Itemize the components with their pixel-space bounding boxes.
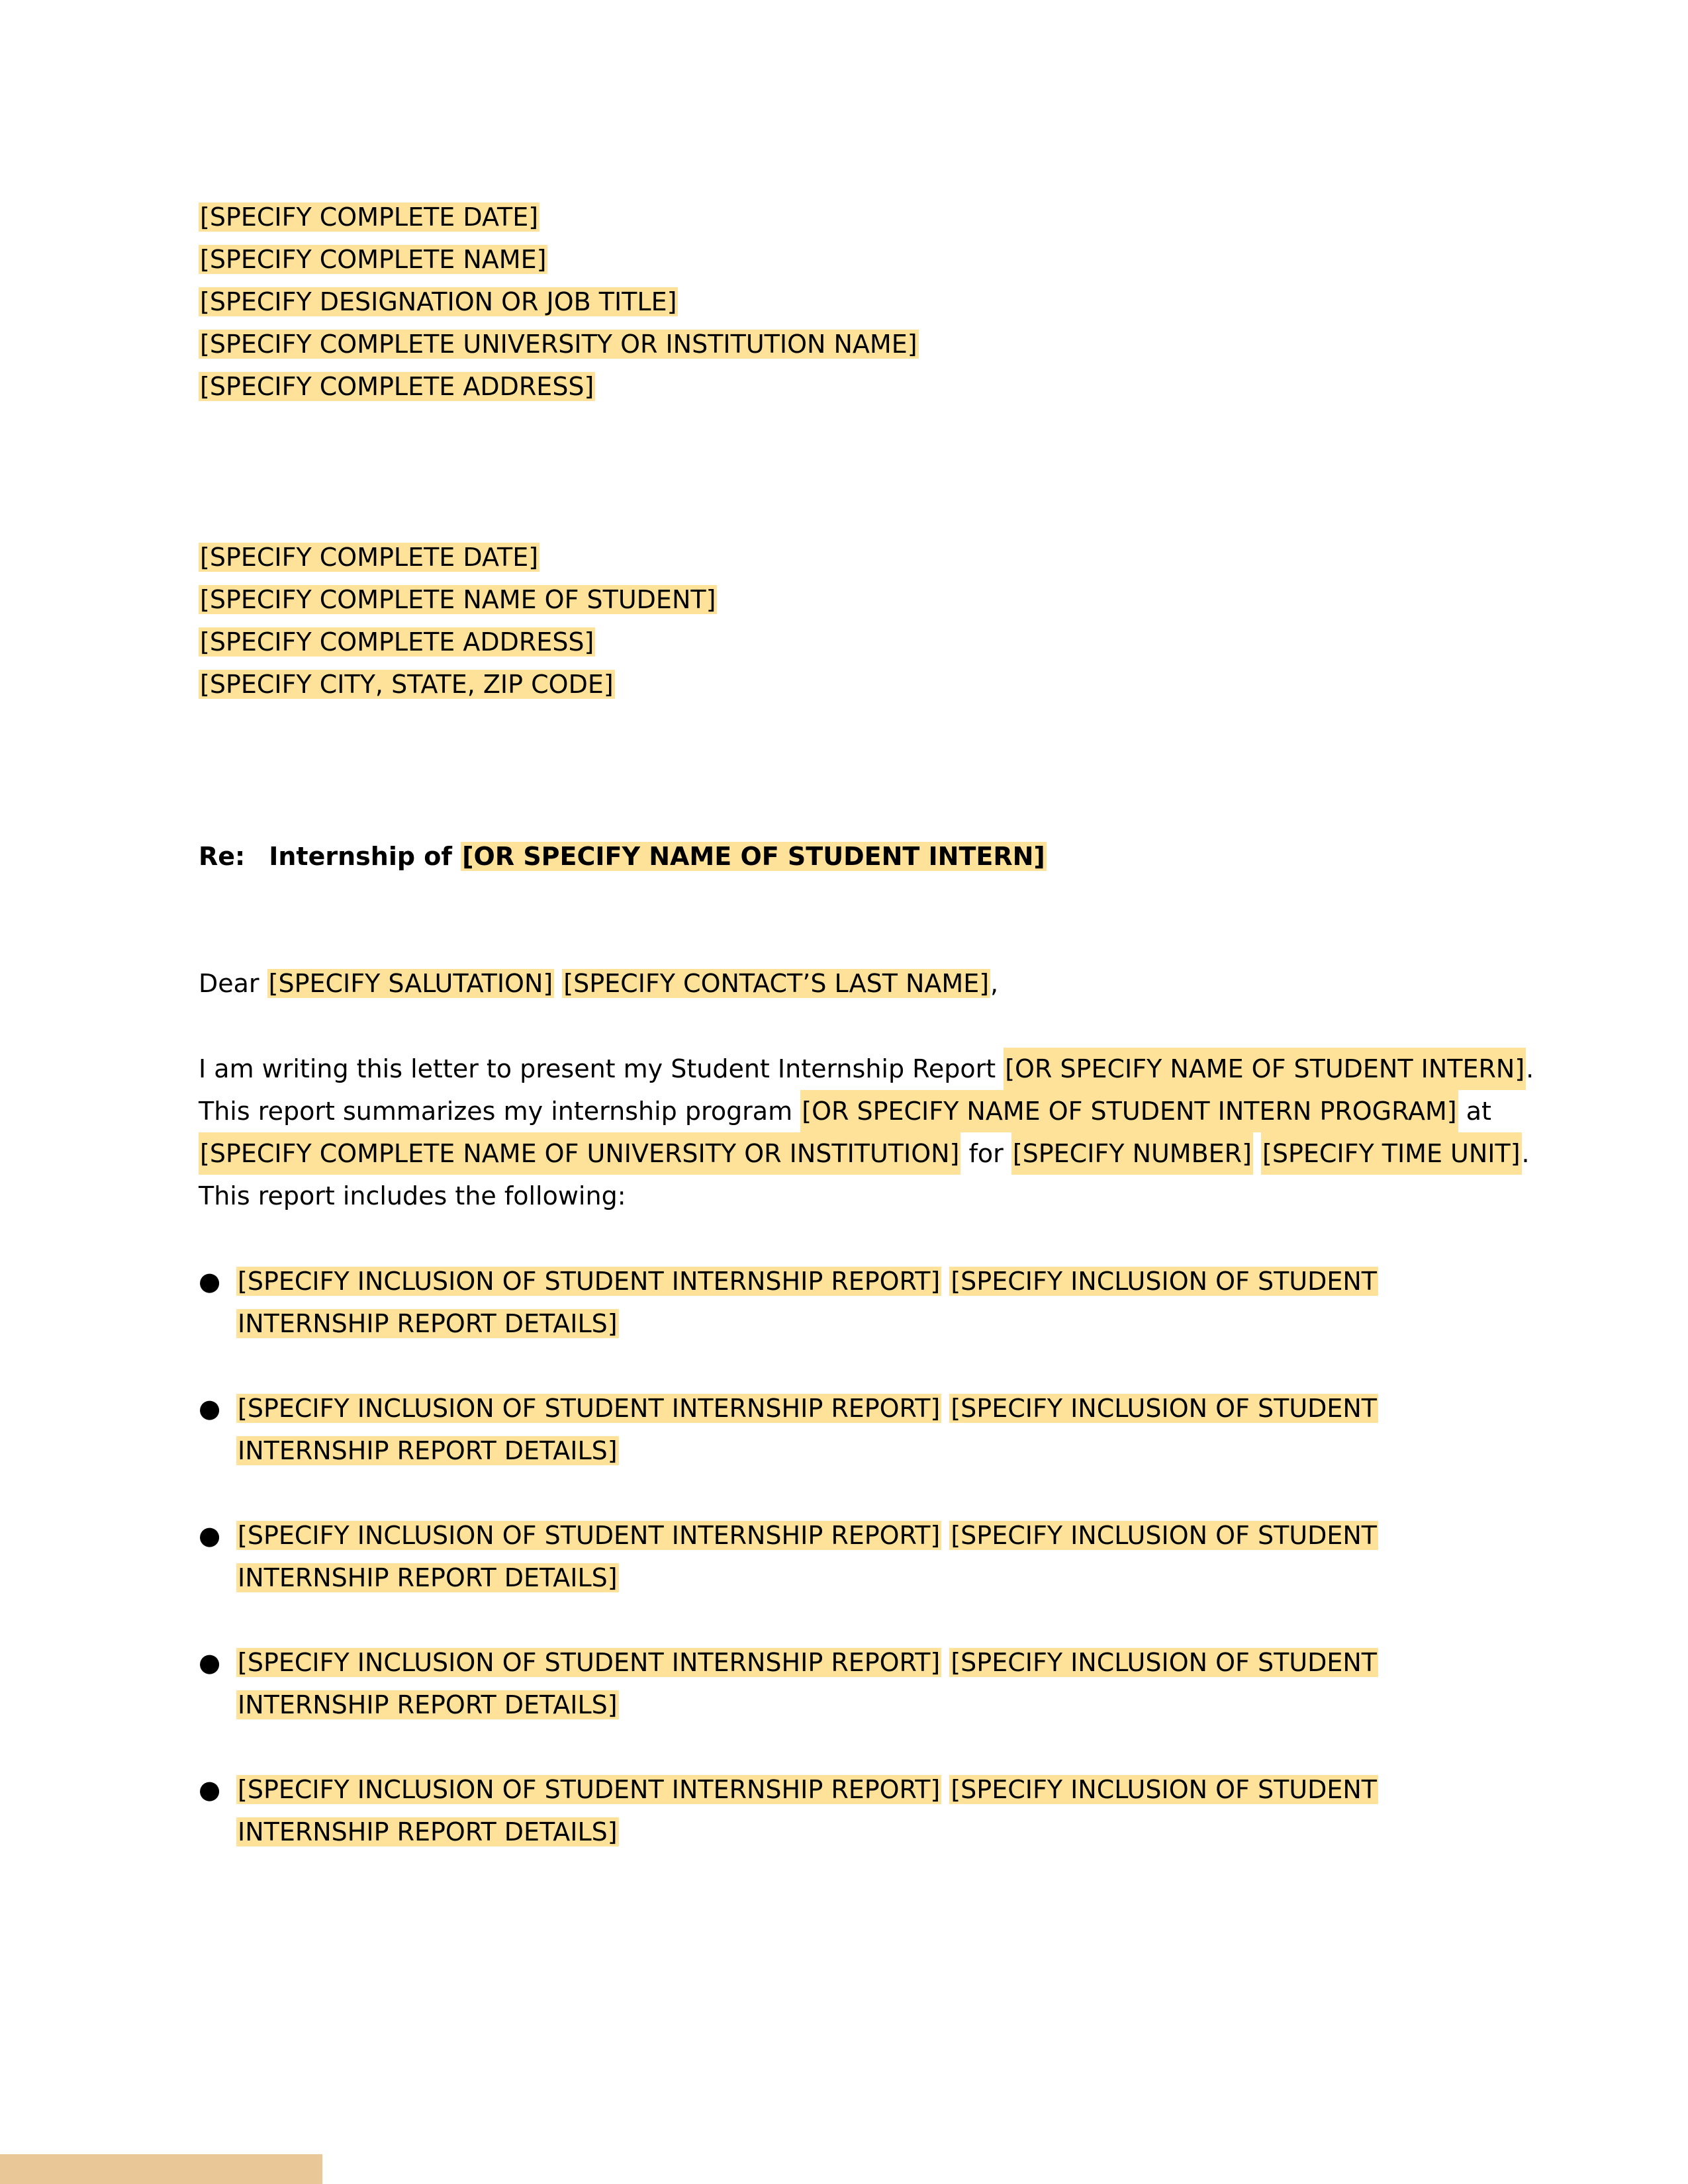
salutation-last-name-field: [SPECIFY CONTACT’S LAST NAME] bbox=[563, 969, 990, 998]
body-word: summarizes bbox=[342, 1097, 496, 1126]
sender-title-line bbox=[199, 281, 919, 323]
list-item-line-2 bbox=[236, 1302, 1421, 1345]
inclusion-field: [SPECIFY INCLUSION OF STUDENT INTERNSHIP REPORT] bbox=[238, 1521, 941, 1550]
body-word: internship bbox=[551, 1097, 677, 1126]
list-item bbox=[199, 1514, 1421, 1599]
list-item-text bbox=[236, 1260, 1421, 1345]
bullet-icon: ● bbox=[199, 1394, 221, 1423]
recipient-name-field: [SPECIFY COMPLETE NAME OF STUDENT] bbox=[200, 585, 716, 614]
list-item-line-1 bbox=[236, 1260, 1421, 1302]
recipient-date-line bbox=[199, 536, 717, 578]
sender-address-line bbox=[199, 365, 919, 408]
recipient-name-line bbox=[199, 578, 717, 621]
subject-prefix: Internship of bbox=[269, 842, 461, 871]
body-line-2 bbox=[199, 1090, 1491, 1132]
bullet-icon: ● bbox=[199, 1775, 221, 1804]
list-item-line-2 bbox=[236, 1811, 1421, 1853]
recipient-address-line bbox=[199, 621, 717, 663]
salutation-title-field: [SPECIFY SALUTATION] bbox=[268, 969, 553, 998]
body-line-3-for: for bbox=[961, 1139, 1011, 1168]
inclusion-details-field: [SPECIFY INCLUSION OF STUDENT bbox=[951, 1775, 1378, 1804]
body-word: at bbox=[1466, 1097, 1491, 1126]
sender-name-line bbox=[199, 238, 919, 281]
body-line-3-end: . bbox=[1521, 1139, 1530, 1168]
inclusion-details-field-cont: INTERNSHIP REPORT DETAILS] bbox=[238, 1817, 618, 1846]
body-line-3 bbox=[199, 1132, 1530, 1175]
body-word: This bbox=[199, 1097, 250, 1126]
body-line-4 bbox=[199, 1175, 1491, 1217]
inclusion-field: [SPECIFY INCLUSION OF STUDENT INTERNSHIP REPORT] bbox=[238, 1648, 941, 1677]
list-item bbox=[199, 1641, 1421, 1726]
sender-institution-field: [SPECIFY COMPLETE UNIVERSITY OR INSTITUTION NAME] bbox=[200, 330, 917, 359]
body-intern-program-field: [OR SPECIFY NAME OF STUDENT INTERN PROGRAM] bbox=[800, 1090, 1458, 1132]
inclusion-field: [SPECIFY INCLUSION OF STUDENT INTERNSHIP REPORT] bbox=[238, 1775, 941, 1804]
inclusion-details-field: [SPECIFY INCLUSION OF STUDENT bbox=[951, 1267, 1378, 1296]
body-paragraph bbox=[199, 1048, 1534, 1217]
sender-institution-line bbox=[199, 323, 919, 365]
inclusion-details-field-cont: INTERNSHIP REPORT DETAILS] bbox=[238, 1436, 618, 1465]
recipient-date-field: [SPECIFY COMPLETE DATE] bbox=[200, 543, 539, 572]
body-number-field: [SPECIFY NUMBER] bbox=[1011, 1132, 1253, 1175]
body-line-1-end: . bbox=[1526, 1054, 1534, 1083]
list-item-line-2 bbox=[236, 1684, 1421, 1726]
body-word: my bbox=[503, 1097, 543, 1126]
sender-date-field: [SPECIFY COMPLETE DATE] bbox=[200, 203, 539, 232]
recipient-address-field: [SPECIFY COMPLETE ADDRESS] bbox=[200, 627, 594, 657]
body-line-1-text: I am writing this letter to present my Student Internship Report bbox=[199, 1054, 1004, 1083]
subject-label: Re: bbox=[199, 842, 246, 871]
list-item-line-1 bbox=[236, 1768, 1421, 1811]
salutation-suffix: , bbox=[990, 969, 999, 998]
body-institution-field: [SPECIFY COMPLETE NAME OF UNIVERSITY OR INSTITUTION] bbox=[199, 1132, 961, 1175]
subject-intern-name-field: [OR SPECIFY NAME OF STUDENT INTERN] bbox=[462, 842, 1045, 871]
bullet-icon: ● bbox=[199, 1648, 221, 1677]
subject-line bbox=[199, 835, 1047, 878]
list-item-line-2 bbox=[236, 1557, 1421, 1599]
inclusion-details-field: [SPECIFY INCLUSION OF STUDENT bbox=[951, 1648, 1378, 1677]
footer-accent-bar bbox=[0, 2154, 322, 2184]
list-item-line-1 bbox=[236, 1387, 1421, 1430]
inclusion-details-field-cont: INTERNSHIP REPORT DETAILS] bbox=[238, 1690, 618, 1719]
inclusion-details-field: [SPECIFY INCLUSION OF STUDENT bbox=[951, 1521, 1378, 1550]
inclusion-field: [SPECIFY INCLUSION OF STUDENT INTERNSHIP REPORT] bbox=[238, 1394, 941, 1423]
body-line-1 bbox=[199, 1048, 1534, 1090]
body-line-4-text: This report includes the following: bbox=[199, 1181, 626, 1210]
salutation-line bbox=[199, 962, 998, 1005]
recipient-city-line bbox=[199, 663, 717, 705]
recipient-city-field: [SPECIFY CITY, STATE, ZIP CODE] bbox=[200, 670, 614, 699]
sender-name-field: [SPECIFY COMPLETE NAME] bbox=[200, 245, 547, 274]
list-item-line-1 bbox=[236, 1641, 1421, 1684]
salutation-prefix: Dear bbox=[199, 969, 267, 998]
list-item bbox=[199, 1260, 1421, 1345]
inclusion-details-field-cont: INTERNSHIP REPORT DETAILS] bbox=[238, 1309, 618, 1338]
list-item bbox=[199, 1768, 1421, 1853]
list-item-line-1 bbox=[236, 1514, 1421, 1557]
sender-date-line bbox=[199, 196, 919, 238]
recipient-block bbox=[199, 536, 717, 705]
list-item-text bbox=[236, 1387, 1421, 1472]
body-time-unit-field: [SPECIFY TIME UNIT] bbox=[1261, 1132, 1522, 1175]
body-intern-name-field: [OR SPECIFY NAME OF STUDENT INTERN] bbox=[1004, 1048, 1526, 1090]
list-item-text bbox=[236, 1514, 1421, 1599]
inclusion-field: [SPECIFY INCLUSION OF STUDENT INTERNSHIP REPORT] bbox=[238, 1267, 941, 1296]
list-item-line-2 bbox=[236, 1430, 1421, 1472]
sender-block bbox=[199, 196, 919, 408]
sender-title-field: [SPECIFY DESIGNATION OR JOB TITLE] bbox=[200, 287, 677, 316]
body-word: program bbox=[684, 1097, 793, 1126]
inclusion-details-field-cont: INTERNSHIP REPORT DETAILS] bbox=[238, 1563, 618, 1592]
list-item bbox=[199, 1387, 1421, 1472]
list-item-text bbox=[236, 1768, 1421, 1853]
body-word: report bbox=[258, 1097, 335, 1126]
bullet-icon: ● bbox=[199, 1521, 221, 1550]
sender-address-field: [SPECIFY COMPLETE ADDRESS] bbox=[200, 372, 594, 401]
inclusion-details-field: [SPECIFY INCLUSION OF STUDENT bbox=[951, 1394, 1378, 1423]
list-item-text bbox=[236, 1641, 1421, 1726]
bullet-icon: ● bbox=[199, 1267, 221, 1296]
bullet-list bbox=[199, 1260, 1421, 1895]
